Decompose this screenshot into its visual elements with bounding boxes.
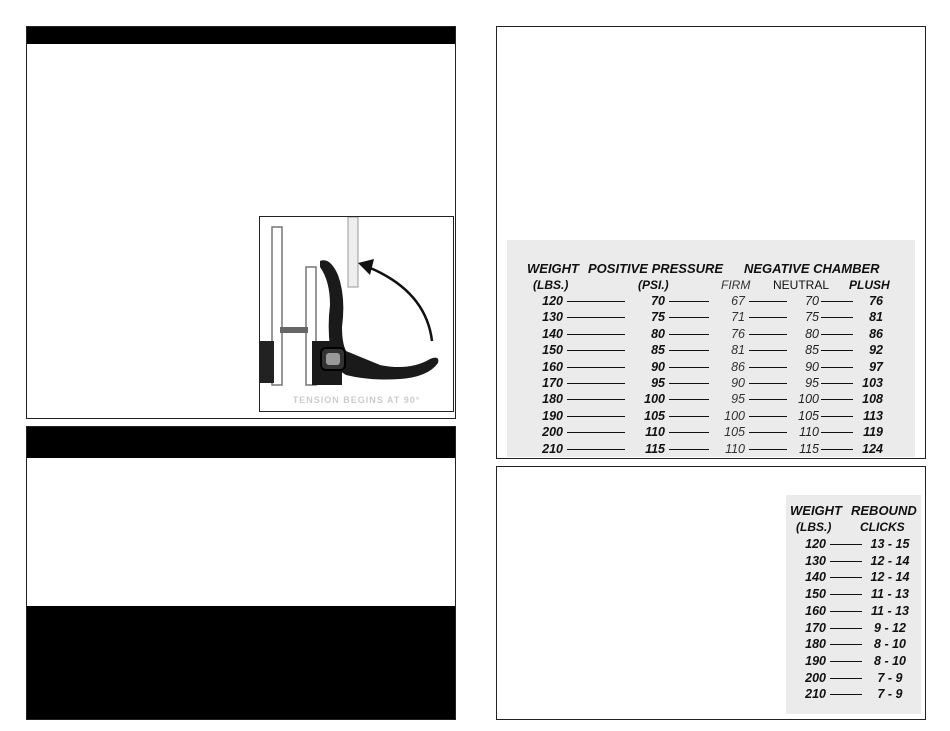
bottom-left-header-bar [27, 427, 455, 458]
rebound-weight: 160 [805, 603, 826, 618]
row-plush: 76 [869, 294, 883, 308]
row-weight: 200 [542, 425, 563, 440]
bottom-left-panel [26, 426, 456, 720]
pressure-table [507, 240, 915, 457]
rebound-clicks: 7 - 9 [877, 670, 903, 685]
pressure-row [507, 342, 915, 358]
leader-line [821, 301, 853, 302]
leader-line [669, 432, 709, 433]
row-plush: 97 [869, 359, 883, 374]
row-neutral: 75 [805, 310, 819, 325]
leader-line [567, 383, 625, 384]
lever-illustration [259, 216, 454, 412]
leader-line [669, 399, 709, 400]
leader-line [830, 594, 862, 595]
leader-line [830, 678, 862, 679]
leader-line [567, 350, 625, 351]
rebound-weight: 190 [805, 653, 826, 668]
rebound-row [786, 586, 921, 602]
row-neutral: 100 [798, 392, 819, 407]
subheader-psi: (PSI.) [638, 278, 669, 292]
rebound-clicks: 13 - 15 [870, 537, 910, 551]
rebound-clicks: 12 - 14 [870, 553, 910, 568]
leader-line [669, 449, 709, 450]
leader-line [749, 416, 787, 417]
row-psi: 75 [651, 310, 665, 325]
leader-line [830, 644, 862, 645]
pressure-row [507, 293, 915, 309]
row-firm: 105 [724, 425, 745, 440]
row-firm: 110 [725, 441, 745, 456]
rebound-row [786, 636, 921, 652]
rebound-row [786, 569, 921, 585]
pressure-row [507, 309, 915, 325]
row-plush: 108 [862, 392, 883, 407]
row-plush: 113 [863, 408, 883, 423]
header-positive-pressure: POSITIVE PRESSURE [588, 261, 724, 276]
pressure-row [507, 408, 915, 424]
rebound-weight: 150 [805, 587, 826, 602]
leader-line [830, 561, 862, 562]
pressure-rows [507, 293, 915, 457]
leader-line [669, 383, 709, 384]
rebound-clicks: 8 - 10 [874, 637, 906, 652]
row-plush: 119 [863, 425, 883, 440]
leader-line [830, 661, 862, 662]
leader-line [567, 367, 625, 368]
rebound-header-rebound: REBOUND [851, 503, 917, 518]
leader-line [669, 301, 709, 302]
row-firm: 76 [731, 326, 745, 341]
leader-line [669, 317, 709, 318]
leader-line [669, 334, 709, 335]
rebound-clicks: 8 - 10 [874, 653, 906, 668]
rebound-clicks: 11 - 13 [871, 603, 909, 618]
row-firm: 86 [731, 359, 745, 374]
rebound-row [786, 603, 921, 619]
rebound-clicks: 9 - 12 [874, 620, 906, 635]
leader-line [821, 416, 853, 417]
pressure-row [507, 441, 915, 457]
row-psi: 100 [644, 392, 665, 407]
row-neutral: 110 [799, 425, 819, 440]
leader-line [830, 611, 862, 612]
row-firm: 67 [731, 294, 745, 308]
leader-line [749, 383, 787, 384]
leader-line [749, 317, 787, 318]
leader-line [821, 317, 853, 318]
rebound-weight: 210 [805, 687, 826, 702]
leader-line [669, 416, 709, 417]
leader-line [749, 301, 787, 302]
leader-line [749, 449, 787, 450]
rebound-subheader-clicks: CLICKS [860, 520, 905, 534]
subheader-firm: FIRM [721, 278, 751, 292]
top-right-panel [496, 26, 926, 459]
rebound-weight: 180 [805, 637, 826, 652]
leader-line [830, 577, 862, 578]
row-weight: 130 [542, 310, 563, 325]
rebound-table [786, 495, 921, 714]
rebound-weight: 200 [805, 670, 826, 685]
leader-line [749, 399, 787, 400]
leader-line [821, 432, 853, 433]
leader-line [567, 399, 625, 400]
lever-diagram [260, 217, 453, 411]
row-weight: 150 [542, 343, 563, 358]
rebound-weight: 170 [805, 620, 826, 635]
leader-line [669, 367, 709, 368]
rebound-row [786, 653, 921, 669]
bottom-right-panel [496, 466, 926, 720]
leader-line [821, 383, 853, 384]
leader-line [669, 350, 709, 351]
subheader-plush: PLUSH [849, 278, 890, 292]
row-plush: 103 [862, 376, 883, 390]
leader-line [567, 449, 625, 450]
rebound-clicks: 12 - 14 [870, 570, 910, 585]
bottom-left-footer-block [27, 606, 455, 719]
leader-line [749, 350, 787, 351]
rebound-row [786, 670, 921, 686]
rebound-clicks: 7 - 9 [877, 687, 903, 702]
row-psi: 80 [651, 326, 665, 341]
rebound-weight: 140 [805, 570, 826, 585]
leader-line [749, 432, 787, 433]
leader-line [821, 399, 853, 400]
row-neutral: 70 [805, 294, 819, 308]
row-firm: 71 [731, 310, 745, 325]
leader-line [567, 416, 625, 417]
pressure-row [507, 391, 915, 407]
leader-line [830, 628, 862, 629]
rebound-row [786, 620, 921, 636]
subheader-lbs: (LBS.) [533, 278, 569, 292]
rebound-row [786, 536, 921, 552]
row-psi: 70 [651, 294, 665, 308]
row-neutral: 95 [805, 376, 819, 390]
rebound-subheader-lbs: (LBS.) [796, 520, 832, 534]
leader-line [567, 317, 625, 318]
leader-line [821, 334, 853, 335]
rebound-row [786, 686, 921, 702]
pressure-row [507, 375, 915, 391]
row-neutral: 105 [798, 408, 819, 423]
rebound-header-weight: WEIGHT [790, 503, 842, 518]
row-neutral: 90 [805, 359, 819, 374]
leader-line [821, 449, 853, 450]
leader-line [830, 544, 862, 545]
leader-line [567, 432, 625, 433]
row-weight: 140 [542, 326, 563, 341]
row-firm: 81 [731, 343, 745, 358]
row-firm: 95 [731, 392, 745, 407]
row-plush: 124 [862, 441, 883, 456]
leader-line [567, 301, 625, 302]
rotation-arrow-icon [368, 267, 432, 341]
illustration-caption: TENSION BEGINS AT 90° [292, 395, 421, 405]
leader-line [821, 367, 853, 368]
pressure-row [507, 424, 915, 440]
row-weight: 170 [542, 376, 563, 390]
row-plush: 86 [869, 326, 883, 341]
rebound-row [786, 553, 921, 569]
row-neutral: 80 [805, 326, 819, 341]
rebound-weight: 130 [805, 553, 826, 568]
row-psi: 90 [651, 359, 665, 374]
subheader-neutral: NEUTRAL [773, 278, 830, 292]
row-neutral: 85 [805, 343, 819, 358]
row-weight: 180 [542, 392, 563, 407]
row-neutral: 115 [799, 441, 819, 456]
leader-line [749, 334, 787, 335]
leader-line [567, 334, 625, 335]
pressure-row [507, 359, 915, 375]
pressure-row [507, 326, 915, 342]
header-weight: WEIGHT [527, 261, 579, 276]
rebound-rows [786, 536, 921, 706]
rebound-clicks: 11 - 13 [871, 587, 909, 602]
row-firm: 90 [731, 376, 745, 390]
row-psi: 85 [651, 343, 665, 358]
leader-line [821, 350, 853, 351]
row-psi: 105 [644, 408, 665, 423]
row-psi: 95 [651, 376, 665, 390]
row-weight: 210 [542, 441, 563, 456]
row-weight: 190 [542, 408, 563, 423]
row-firm: 100 [724, 408, 745, 423]
row-plush: 81 [869, 310, 883, 325]
leader-line [749, 367, 787, 368]
leader-line [830, 694, 862, 695]
row-psi: 110 [645, 425, 665, 440]
header-negative-chamber: NEGATIVE CHAMBER [744, 261, 880, 276]
row-psi: 115 [645, 441, 665, 456]
row-plush: 92 [869, 343, 883, 358]
top-left-header-bar [27, 27, 455, 44]
top-left-panel [26, 26, 456, 419]
rebound-weight: 120 [805, 537, 826, 551]
row-weight: 160 [542, 359, 563, 374]
row-weight: 120 [542, 294, 563, 308]
